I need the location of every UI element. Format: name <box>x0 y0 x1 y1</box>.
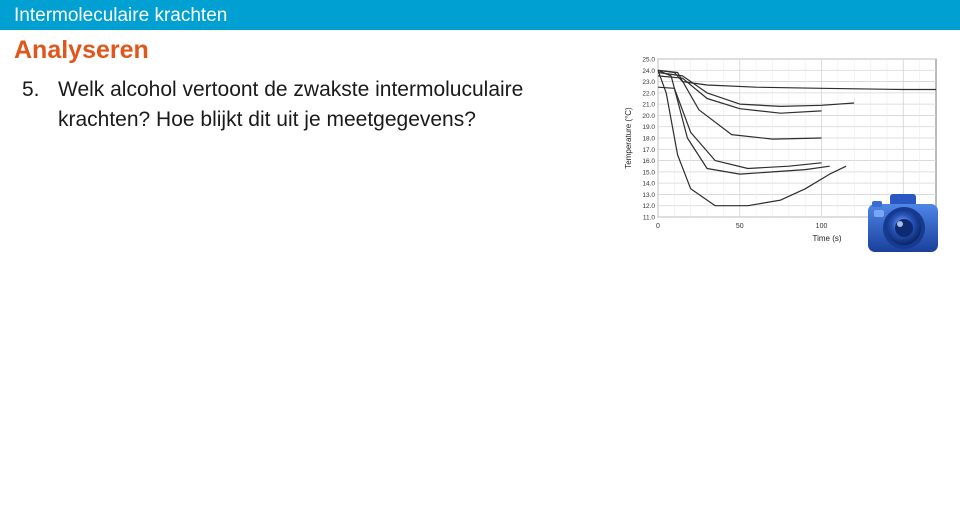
slide-title: Intermoleculaire krachten <box>14 5 228 26</box>
y-tick-label: 22.0 <box>642 90 655 98</box>
y-tick-label: 13.0 <box>642 191 655 199</box>
y-tick-label: 14.0 <box>642 180 655 188</box>
y-tick-label: 23.0 <box>642 79 655 87</box>
question-number: 5. <box>22 78 40 101</box>
x-tick-label: 100 <box>815 223 828 230</box>
y-tick-label: 21.0 <box>642 101 655 109</box>
y-tick-label: 25.0 <box>642 56 655 64</box>
y-tick-label: 19.0 <box>642 124 655 132</box>
y-tick-label: 20.0 <box>642 112 655 120</box>
y-tick-label: 15.0 <box>642 169 655 177</box>
x-tick-label: 50 <box>735 223 744 230</box>
x-tick-label: 0 <box>656 223 660 230</box>
section-heading: Analyseren <box>14 36 149 64</box>
x-axis-label: Time (s) <box>812 234 842 243</box>
y-tick-label: 12.0 <box>642 203 655 211</box>
y-axis-label: Temperature (°C) <box>624 107 633 169</box>
y-tick-label: 16.0 <box>642 158 655 166</box>
question-text: Welk alcohol vertoont de zwakste intermoluculaire krachten? Hoe blijkt dit uit je meetgegevens? <box>58 78 524 131</box>
y-tick-label: 17.0 <box>642 146 655 154</box>
y-tick-label: 24.0 <box>642 67 655 75</box>
y-tick-label: 11.0 <box>642 214 655 222</box>
camera-icon[interactable] <box>864 190 942 256</box>
title-bar <box>0 0 960 30</box>
y-tick-label: 18.0 <box>642 135 655 143</box>
